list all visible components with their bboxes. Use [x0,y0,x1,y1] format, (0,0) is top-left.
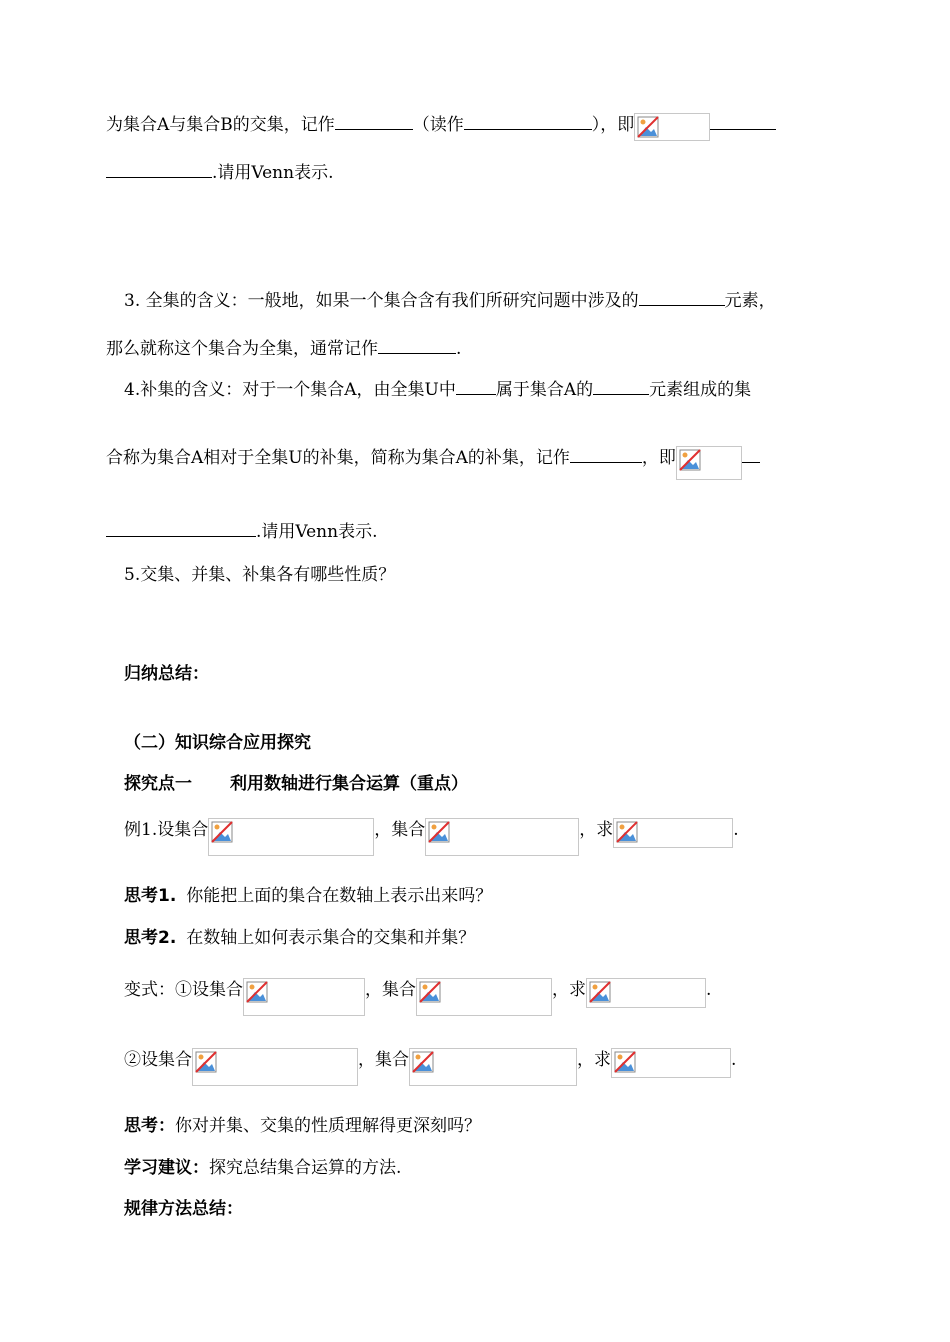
broken-image-icon [409,1048,577,1086]
blank [378,337,456,354]
label: 思考2. [124,928,177,948]
broken-image-icon [192,1048,358,1086]
broken-image-icon [586,978,706,1008]
text: 探究总结集合运算的方法. [209,1158,402,1178]
line-venn-2 [106,520,377,544]
example-1 [124,818,739,856]
broken-image-icon [425,818,579,856]
text: 那么就称这个集合为全集，通常记作 [106,339,378,359]
heading-method-summary: 规律方法总结： [124,1199,243,1219]
text: 在数轴上如何表示集合的交集和并集？ [186,928,476,948]
label: 学习建议： [124,1158,209,1178]
label: 思考： [124,1116,175,1136]
text: 5.交集、并集、补集各有哪些性质？ [124,565,396,585]
blank [464,113,592,130]
text: ，集合 [365,980,416,1000]
text: .请用Venn表示. [256,522,378,542]
broken-image-icon [613,818,733,848]
blank [106,161,212,178]
text: 4.补集的含义：对于一个集合A，由全集U中 [124,380,456,400]
line-universal-notation [106,337,461,361]
text: ，集合 [374,820,426,840]
broken-image-icon [208,818,374,856]
text: 元素， [724,291,776,311]
text: 3. 全集的含义：一般地，如果一个集合含有我们所研究问题中涉及的 [124,291,639,311]
text: 合称为集合A相对于全集U的补集，简称为集合A的补集，记作 [106,448,570,468]
heading-summary: 归纳总结： [124,664,209,684]
text: . [733,820,739,840]
think-3 [124,1114,481,1138]
blank [639,289,725,306]
line-universal-def [124,289,776,313]
line-complement-def [124,378,751,402]
line-venn-1 [106,161,333,185]
text: . [706,980,712,1000]
text: 例1.设集合 [124,820,209,840]
line-complement-notation [106,446,760,480]
blank [742,446,760,463]
study-suggestion [124,1156,401,1180]
broken-image-icon [611,1048,731,1078]
text: 探究点一 [124,774,192,794]
broken-image-icon [676,446,742,480]
text: 你对并集、交集的性质理解得更深刻吗？ [175,1116,481,1136]
text: 属于集合A的 [495,380,594,400]
blank [106,520,256,537]
broken-image-icon [416,978,552,1016]
broken-image-icon [243,978,365,1016]
text: ），即 [591,115,635,135]
text: ②设集合 [124,1050,192,1070]
heading-explore-point-one [124,772,468,796]
text: 利用数轴进行集合运算（重点） [230,774,468,794]
text: ，求 [552,980,586,1000]
line-properties-question [124,563,395,587]
blank [593,378,649,395]
text: 变式：①设集合 [124,980,243,1000]
label: 思考1. [124,886,177,906]
blank [710,113,776,130]
blank [570,446,642,463]
blank [335,113,413,130]
text: 元素组成的集 [649,380,752,400]
text: 为集合A与集合B的交集，记作 [106,115,335,135]
text: . [456,339,462,359]
variant-1 [124,978,711,1016]
text: 你能把上面的集合在数轴上表示出来吗？ [186,886,493,906]
text: . [731,1050,737,1070]
text: ，即 [641,448,676,468]
think-1 [124,884,492,908]
text: （读作 [412,115,464,135]
variant-2 [124,1048,736,1086]
text: ，集合 [358,1050,409,1070]
text: ，求 [577,1050,611,1070]
think-2 [124,926,475,950]
text: .请用Venn表示. [212,163,334,183]
line-intersection-def [106,113,776,141]
blank [456,378,496,395]
heading-section-two: （二）知识综合应用探究 [124,733,311,753]
broken-image-icon [634,113,710,141]
text: ，求 [579,820,614,840]
